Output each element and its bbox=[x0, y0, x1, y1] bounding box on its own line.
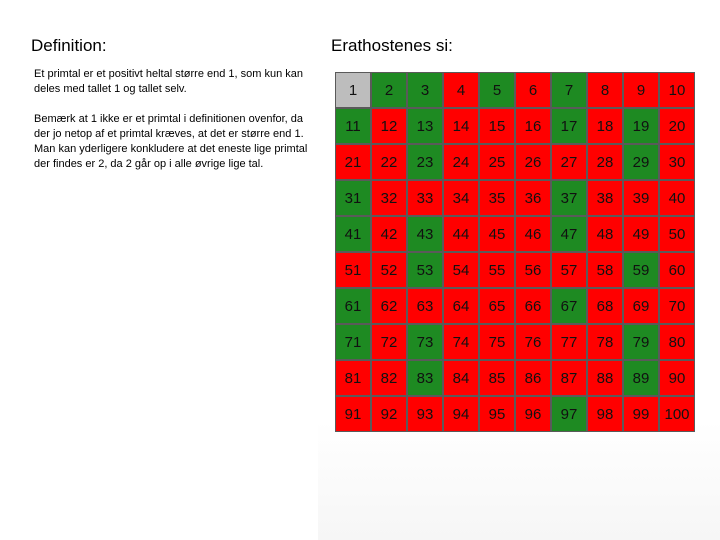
number-cell-composite: 72 bbox=[371, 324, 407, 360]
number-cell-composite: 40 bbox=[659, 180, 695, 216]
number-cell-composite: 91 bbox=[335, 396, 371, 432]
number-cell-composite: 9 bbox=[623, 72, 659, 108]
number-cell-composite: 87 bbox=[551, 360, 587, 396]
number-cell-composite: 42 bbox=[371, 216, 407, 252]
number-cell-composite: 22 bbox=[371, 144, 407, 180]
number-cell-prime: 29 bbox=[623, 144, 659, 180]
number-cell-composite: 44 bbox=[443, 216, 479, 252]
number-cell-composite: 84 bbox=[443, 360, 479, 396]
number-cell-composite: 8 bbox=[587, 72, 623, 108]
number-cell-composite: 66 bbox=[515, 288, 551, 324]
number-cell-composite: 30 bbox=[659, 144, 695, 180]
number-cell-prime: 71 bbox=[335, 324, 371, 360]
number-cell-composite: 36 bbox=[515, 180, 551, 216]
number-cell-composite: 27 bbox=[551, 144, 587, 180]
number-cell-composite: 100 bbox=[659, 396, 695, 432]
number-cell-prime: 11 bbox=[335, 108, 371, 144]
number-cell-composite: 38 bbox=[587, 180, 623, 216]
number-cell-composite: 64 bbox=[443, 288, 479, 324]
definition-heading: Definition: bbox=[31, 36, 107, 55]
number-cell-composite: 45 bbox=[479, 216, 515, 252]
sieve-heading: Erathostenes si: bbox=[331, 36, 453, 55]
number-cell-composite: 56 bbox=[515, 252, 551, 288]
number-cell-composite: 92 bbox=[371, 396, 407, 432]
number-cell-composite: 16 bbox=[515, 108, 551, 144]
number-cell-prime: 89 bbox=[623, 360, 659, 396]
number-cell-prime: 53 bbox=[407, 252, 443, 288]
number-cell-composite: 86 bbox=[515, 360, 551, 396]
number-cell-prime: 83 bbox=[407, 360, 443, 396]
number-cell-composite: 55 bbox=[479, 252, 515, 288]
number-cell-prime: 41 bbox=[335, 216, 371, 252]
number-cell-composite: 60 bbox=[659, 252, 695, 288]
number-cell-composite: 25 bbox=[479, 144, 515, 180]
number-cell-prime: 31 bbox=[335, 180, 371, 216]
number-cell-composite: 74 bbox=[443, 324, 479, 360]
definition-text bbox=[34, 67, 316, 187]
number-cell-composite: 26 bbox=[515, 144, 551, 180]
number-cell-composite: 21 bbox=[335, 144, 371, 180]
number-cell-composite: 50 bbox=[659, 216, 695, 252]
number-cell-prime: 47 bbox=[551, 216, 587, 252]
number-cell-composite: 96 bbox=[515, 396, 551, 432]
number-cell-composite: 68 bbox=[587, 288, 623, 324]
number-cell-composite: 85 bbox=[479, 360, 515, 396]
number-cell-composite: 90 bbox=[659, 360, 695, 396]
number-cell-composite: 88 bbox=[587, 360, 623, 396]
number-cell-composite: 34 bbox=[443, 180, 479, 216]
number-cell-composite: 4 bbox=[443, 72, 479, 108]
number-cell-composite: 54 bbox=[443, 252, 479, 288]
number-cell-composite: 78 bbox=[587, 324, 623, 360]
number-cell-composite: 52 bbox=[371, 252, 407, 288]
number-cell-composite: 35 bbox=[479, 180, 515, 216]
number-cell-composite: 82 bbox=[371, 360, 407, 396]
number-cell-composite: 99 bbox=[623, 396, 659, 432]
number-cell-prime: 97 bbox=[551, 396, 587, 432]
number-cell-prime: 43 bbox=[407, 216, 443, 252]
number-cell-composite: 39 bbox=[623, 180, 659, 216]
number-cell-composite: 81 bbox=[335, 360, 371, 396]
number-cell-prime: 61 bbox=[335, 288, 371, 324]
number-cell-composite: 80 bbox=[659, 324, 695, 360]
number-cell-composite: 18 bbox=[587, 108, 623, 144]
number-cell-composite: 33 bbox=[407, 180, 443, 216]
number-cell-prime: 17 bbox=[551, 108, 587, 144]
number-cell-prime: 13 bbox=[407, 108, 443, 144]
number-cell-composite: 58 bbox=[587, 252, 623, 288]
number-cell-composite: 63 bbox=[407, 288, 443, 324]
number-cell-prime: 37 bbox=[551, 180, 587, 216]
number-cell-composite: 6 bbox=[515, 72, 551, 108]
number-cell-prime: 2 bbox=[371, 72, 407, 108]
number-cell-composite: 94 bbox=[443, 396, 479, 432]
number-cell-prime: 5 bbox=[479, 72, 515, 108]
number-cell-prime: 19 bbox=[623, 108, 659, 144]
number-cell-composite: 69 bbox=[623, 288, 659, 324]
number-cell-composite: 46 bbox=[515, 216, 551, 252]
number-cell-prime: 23 bbox=[407, 144, 443, 180]
number-cell-composite: 49 bbox=[623, 216, 659, 252]
number-cell-unit: 1 bbox=[335, 72, 371, 108]
number-cell-composite: 98 bbox=[587, 396, 623, 432]
number-cell-composite: 93 bbox=[407, 396, 443, 432]
number-cell-prime: 79 bbox=[623, 324, 659, 360]
number-cell-prime: 59 bbox=[623, 252, 659, 288]
number-cell-composite: 77 bbox=[551, 324, 587, 360]
number-cell-composite: 28 bbox=[587, 144, 623, 180]
number-cell-prime: 3 bbox=[407, 72, 443, 108]
number-cell-composite: 12 bbox=[371, 108, 407, 144]
remark-paragraph: Bemærk at 1 ikke er et primtal i definitionen ovenfor, da der jo netop af et primtal kræves, at det er større end 1. Man kan yderligere konkludere at det eneste lige primtal der findes er 2, da 2 går op i alle øvrige lige tal. bbox=[34, 113, 308, 170]
number-cell-prime: 67 bbox=[551, 288, 587, 324]
number-cell-prime: 7 bbox=[551, 72, 587, 108]
number-cell-composite: 15 bbox=[479, 108, 515, 144]
sieve-grid bbox=[335, 72, 695, 432]
number-cell-composite: 62 bbox=[371, 288, 407, 324]
number-cell-prime: 73 bbox=[407, 324, 443, 360]
number-cell-composite: 32 bbox=[371, 180, 407, 216]
number-cell-composite: 20 bbox=[659, 108, 695, 144]
number-cell-composite: 24 bbox=[443, 144, 479, 180]
number-cell-composite: 51 bbox=[335, 252, 371, 288]
number-cell-composite: 75 bbox=[479, 324, 515, 360]
number-cell-composite: 95 bbox=[479, 396, 515, 432]
definition-paragraph: Et primtal er et positivt heltal større end 1, som kun kan deles med tallet 1 og tallet selv. bbox=[34, 68, 304, 95]
number-cell-composite: 10 bbox=[659, 72, 695, 108]
number-cell-composite: 14 bbox=[443, 108, 479, 144]
number-cell-composite: 57 bbox=[551, 252, 587, 288]
number-cell-composite: 76 bbox=[515, 324, 551, 360]
number-cell-composite: 70 bbox=[659, 288, 695, 324]
number-cell-composite: 48 bbox=[587, 216, 623, 252]
number-cell-composite: 65 bbox=[479, 288, 515, 324]
